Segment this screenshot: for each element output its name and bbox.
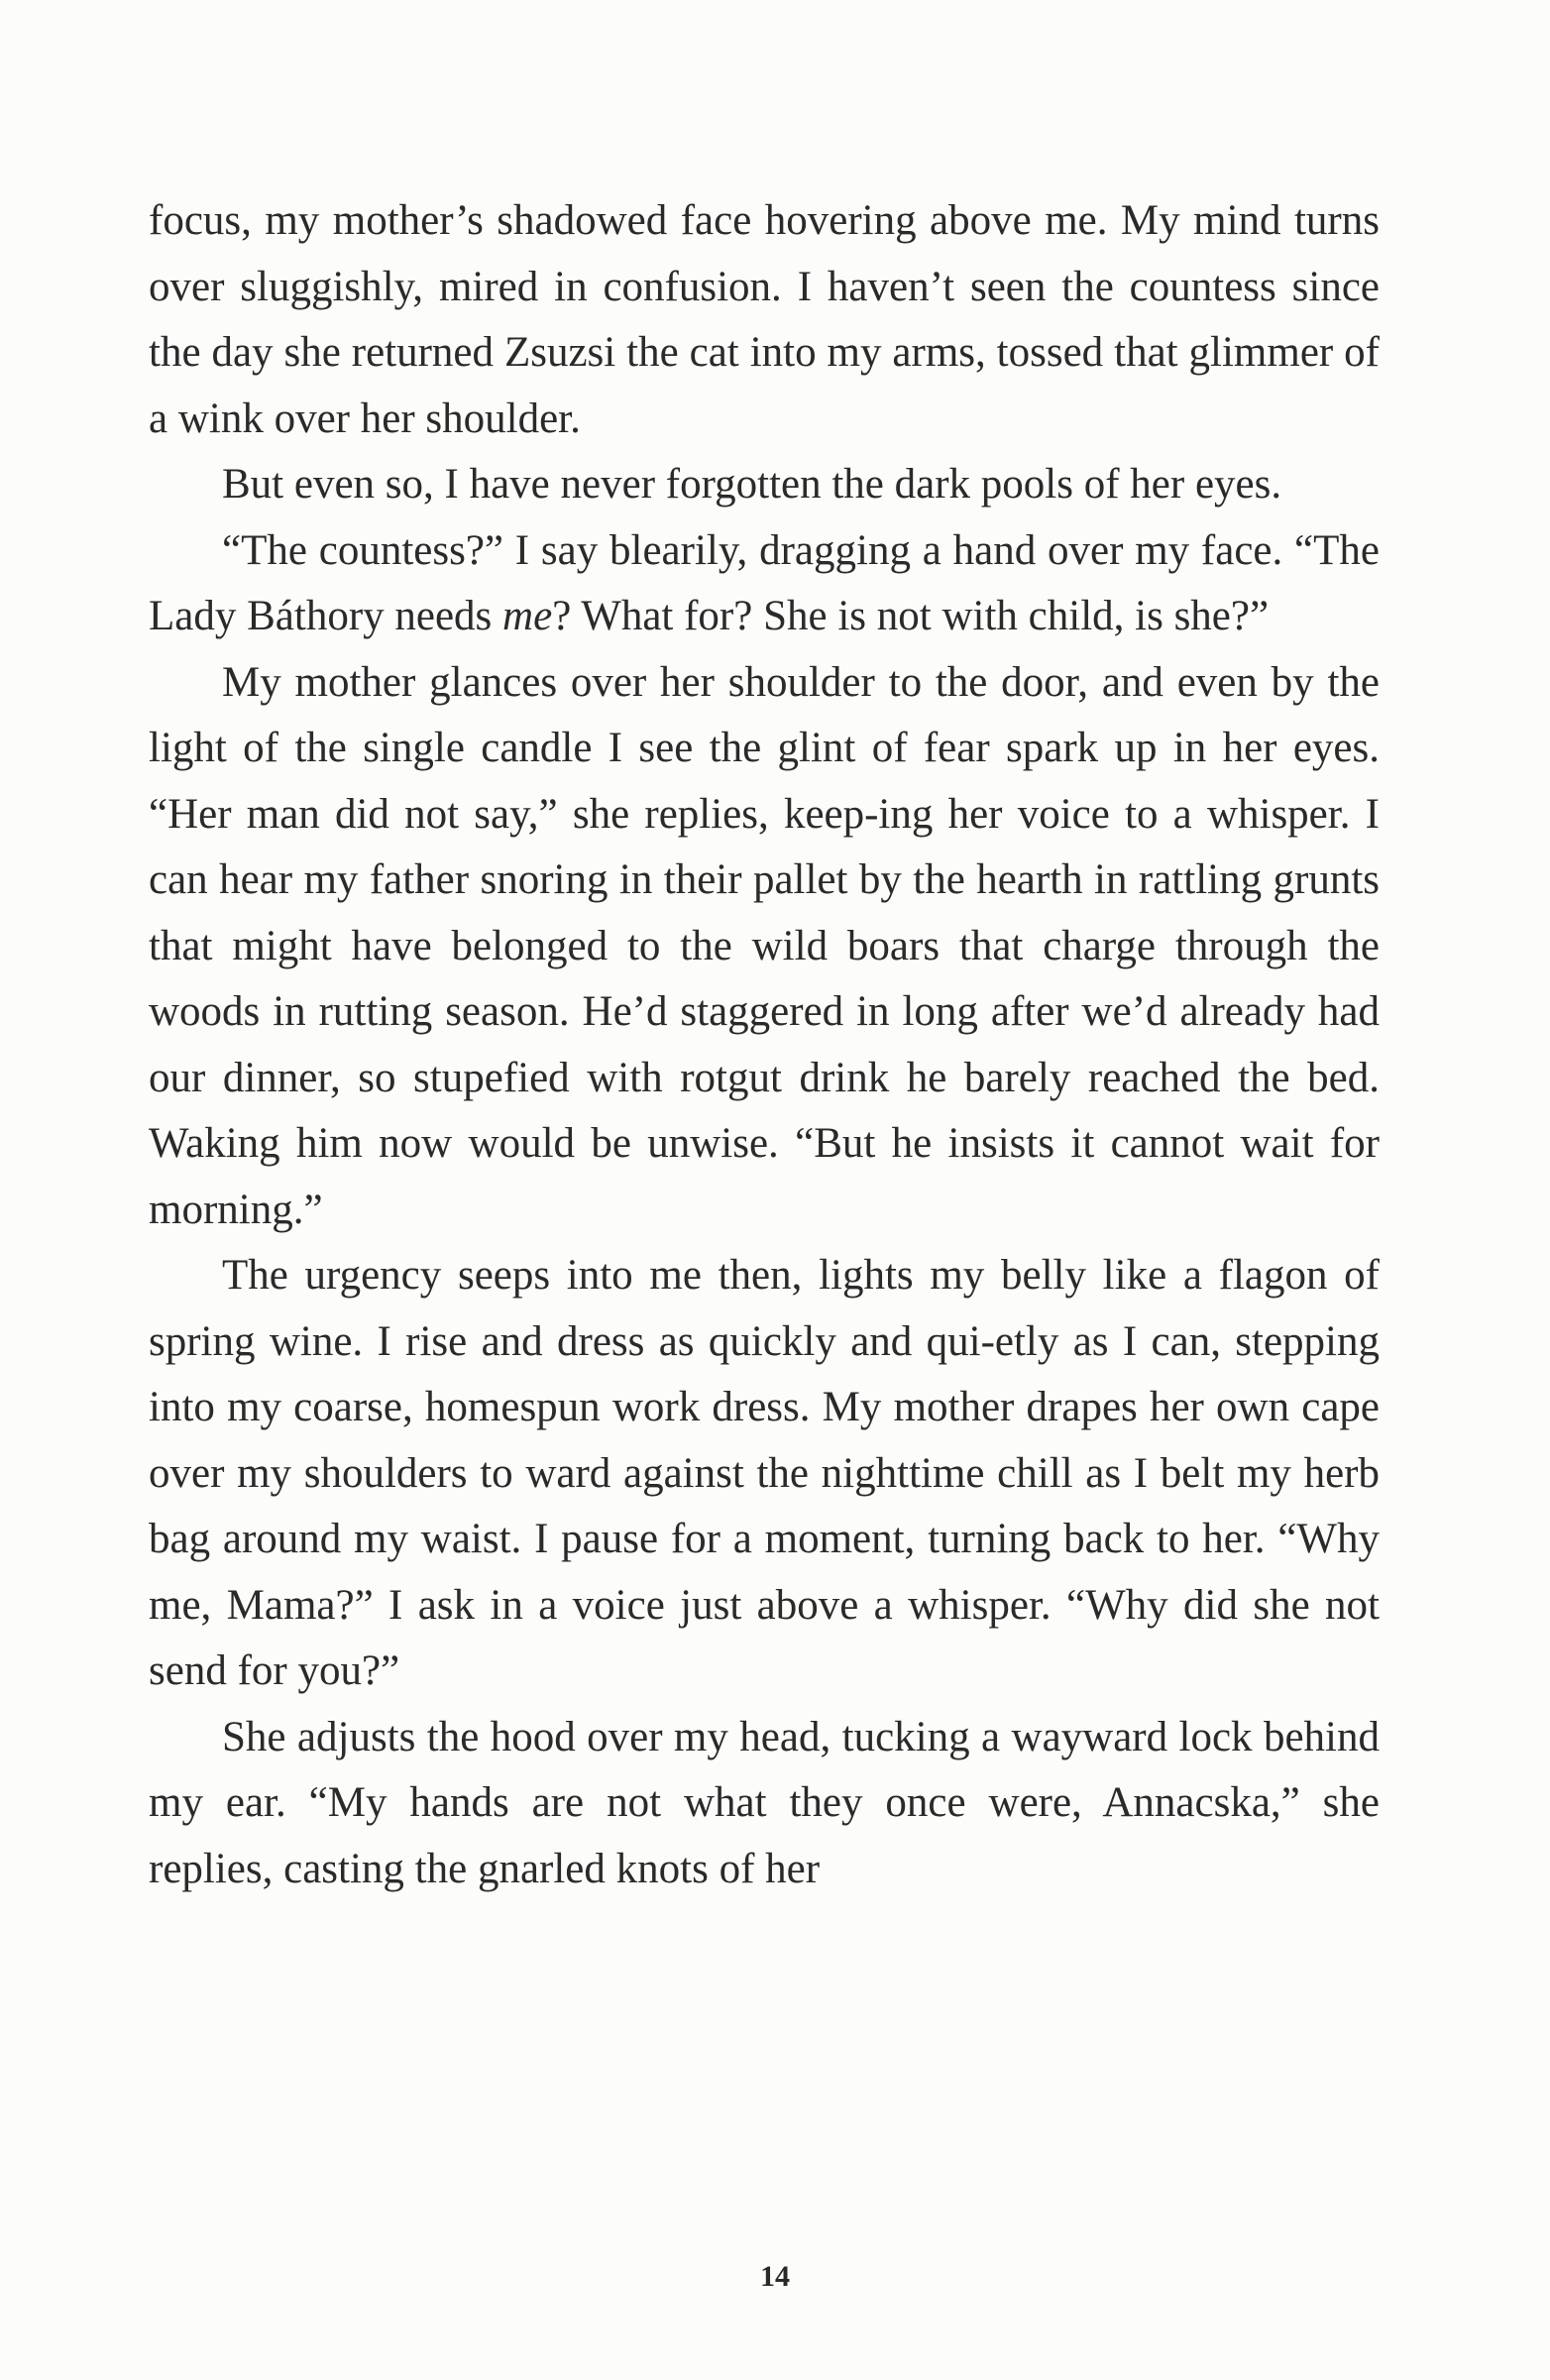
paragraph-3-emphasis: me bbox=[502, 593, 553, 639]
paragraph-2-text: But even so, I have never forgotten the dark pools of her eyes. bbox=[222, 461, 1282, 508]
paragraph-2 bbox=[149, 452, 1380, 518]
paragraph-3-text-end: ? What for? She is not with child, is she?” bbox=[552, 593, 1270, 639]
paragraph-5 bbox=[149, 1243, 1380, 1705]
paragraph-3-text-start: “The countess?” I say blearily, dragging a hand over my face. “The Lady Báthory needs bbox=[149, 526, 1380, 639]
paragraph-5-text: The urgency seeps into me then, lights my belly like a flagon of spring wine. I rise and dress as quickly and qui-etly as I can, stepping into my coarse, homespun work dress. My mother drapes her own cape over my shoulders to ward against the nighttime chill as I belt my herb bag around my waist. I pause for a moment, turning back to her. “Why me, Mama?” I ask in a voice just above a whisper. “Why did she not send for you?” bbox=[149, 1252, 1380, 1694]
paragraph-6 bbox=[149, 1705, 1380, 1903]
paragraph-3 bbox=[149, 518, 1380, 650]
body-text bbox=[149, 188, 1380, 1902]
paragraph-1 bbox=[149, 188, 1380, 452]
paragraph-4-text: My mother glances over her shoulder to the door, and even by the light of the single candle I see the glint of fear spark up in her eyes. “Her man did not say,” she replies, keep-ing her voice to a whisper. I can hear my father snoring in their pallet by the hearth in rattling grunts that might have belonged to the wild boars that charge through the woods in rutting season. He’d staggered in long after we’d already had our dinner, so stupefied with rotgut drink he barely reached the bed. Waking him now would be unwise. “But he insists it cannot wait for morning.” bbox=[149, 658, 1380, 1233]
paragraph-6-text: She adjusts the hood over my head, tucking a wayward lock behind my ear. “My hands are not what they once were, Annacska,” she replies, casting the gnarled knots of her bbox=[149, 1713, 1380, 1892]
page-number: 14 bbox=[760, 2260, 790, 2293]
paragraph-1-text: focus, my mother’s shadowed face hovering above me. My mind turns over sluggishly, mired in confusion. I haven’t seen the countess since the day she returned Zsuzsi the cat into my arms, tossed that glimmer of a wink over her shoulder. bbox=[149, 197, 1380, 442]
paragraph-4 bbox=[149, 650, 1380, 1244]
